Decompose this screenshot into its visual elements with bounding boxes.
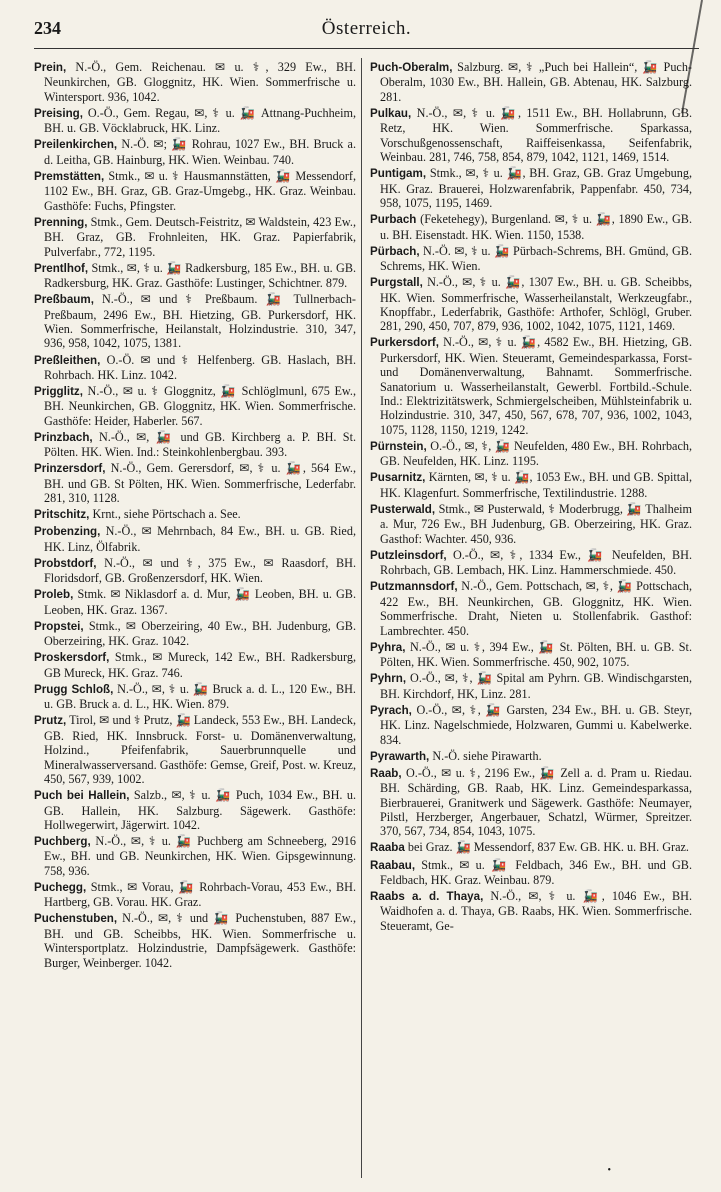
gazetteer-entry	[34, 60, 356, 104]
entry-text: Salzb., ✉, ⚕ u. 🚂 Puch, 1034 Ew., BH. u. GB. Hallein, HK. Salzburg. Sägewerk. Gasthöfe: Hollwegerwirt, Jägerwirt. 1042.	[44, 788, 356, 832]
entry-text: Stmk., ✉ Oberzeiring, 40 Ew., BH. Judenburg, GB. Oberzeiring, HK. Graz. 1042.	[44, 618, 356, 649]
place-name: Raabau,	[370, 858, 416, 872]
entry-text: N.-Ö., ✉, ⚕ u. 🚂, 1307 Ew., BH. u. GB. Scheibbs, HK. Wien. Sommerfrische, Wasserheilanstalt, Werkzeugfabr., Knopffabr., Lederfabrik, Gasthöfe: Arthofer, Schlögl, Gruber. 281, 290, 450, 707, 879, 936, 1002, 1042, 1075, 1121, 1469.	[380, 275, 692, 334]
gazetteer-entry	[370, 212, 692, 242]
place-name: Prugg Schloß,	[34, 682, 114, 696]
entry-text: Stmk., ✉, ⚕ u. 🚂, BH. Graz, GB. Graz Umgebung, HK. Graz. Brauerei, Holzwarenfabrik, Pappenfabr. 450, 734, 958, 1075, 1195, 1469.	[380, 166, 692, 211]
gazetteer-entry	[370, 840, 692, 855]
entry-text: Stmk., ✉ Pusterwald, ⚕ Moderbrugg, 🚂 Thalheim a. Mur, 726 Ew., BH Judenburg, GB. Oberzeiring, HK. Graz. Gasthof: Wachter. 450, 936.	[380, 501, 692, 546]
place-name: Purbach	[370, 213, 417, 227]
entry-text: Stmk., ✉ u. ⚕ Hausmannstätten, 🚂 Messendorf, 1102 Ew., BH. Graz, GB. Graz-Umgebg., HK. Graz. Weinbau. Gasthöfe: Fuchs, Pfingster.	[44, 168, 356, 213]
gazetteer-entry	[370, 275, 692, 334]
gazetteer-entry	[34, 911, 356, 970]
place-name: Preßbaum,	[34, 293, 94, 307]
entry-text: N.-Ö., ✉, ⚕ und 🚂 Puchenstuben, 887 Ew., BH. und GB. Scheibbs, HK. Wien. Sommerfrische u. Wintersportplatz. Holzindustrie, Dampfsägewerk. Gasthöfe: Burger, Weinberger. 1042.	[44, 911, 356, 970]
gazetteer-entry	[34, 261, 356, 291]
entry-text: (Feketehegy), Burgenland. ✉, ⚕ u. 🚂, 1890 Ew., GB. u. BH. Eisenstadt. HK. Wien. 1150, 1538.	[380, 212, 692, 242]
page-heading: Österreich.	[321, 18, 412, 39]
gazetteer-entry	[34, 682, 356, 712]
place-name: Probstdorf,	[34, 556, 97, 570]
header-rule	[34, 48, 699, 49]
entry-text: O.-Ö., ✉ u. ⚕, 2196 Ew., 🚂 Zell a. d. Pram u. Riedau. BH. Schärding, GB. Raab, HK. Linz. Gemeindesparkassa, Bierbrauerei, Granitwerk und Sägewerk. Gasthöfe: Neumayer, Pilstl, Herzberger, Angerbauer, Schatzl, Würmer, Spreitzer. 370, 567, 734, 854, 1043, 1075.	[380, 765, 692, 839]
place-name: Puchberg,	[34, 835, 91, 849]
entry-text: N.-Ö., ✉ und ⚕, 375 Ew., ✉ Raasdorf, BH. Floridsdorf, GB. Großenzersdorf, HK. Wien.	[44, 555, 356, 586]
place-name: Premstätten,	[34, 169, 105, 183]
entry-text: O.-Ö., ✉, ⚕, 🚂 Spital am Pyhrn. GB. Windischgarsten, BH. Kirchdorf, HK, Linz. 281.	[380, 671, 692, 701]
entry-text: N.-Ö., Gem. Reichenau. ✉ u. ⚕, 329 Ew., BH. Neunkirchen, GB. Gloggnitz, HK. Wien. Sommerfrische u. Wintersport. 936, 1042.	[44, 60, 356, 104]
place-name: Pürbach,	[370, 244, 420, 258]
gazetteer-entry	[34, 169, 356, 213]
entry-text: N.-Ö. siehe Pirawarth.	[429, 748, 542, 763]
entry-text: Tirol, ✉ und ⚕ Prutz, 🚂 Landeck, 553 Ew., BH. Landeck, GB. Ried, HK. Innsbruck. Forst- u. Domänenverwaltung, Holzind., Pfeifenfabrik, Sauerbrunnquelle und Mineralwasserversand. Gasthöfe: Gemse, Greif, Post. w. Kreuz, 450, 567, 939, 1002.	[44, 713, 356, 787]
entry-text: Stmk., ✉ u. 🚂 Feldbach, 346 Ew., BH. und GB. Feldbach, HK. Graz. Weinbau. 879.	[380, 857, 692, 887]
gazetteer-entry	[34, 650, 356, 680]
place-name: Preising,	[34, 106, 83, 120]
gazetteer-entry	[34, 880, 356, 910]
gazetteer-entry	[34, 507, 356, 522]
gazetteer-entry	[34, 106, 356, 136]
entry-text: N.-Ö. ✉; 🚂 Rohrau, 1027 Ew., BH. Bruck a. d. Leitha, GB. Hainburg, HK. Wien. Weinbau. 740.	[44, 137, 356, 167]
gazetteer-entry	[34, 788, 356, 832]
place-name: Prenning,	[34, 215, 88, 229]
entry-text: Salzburg. ✉, ⚕ „Puch bei Hallein“, 🚂 Puch-Oberalm, 1030 Ew., BH. Hallein, GB. Abtenau, HK. Salzburg. 281.	[380, 60, 692, 104]
entry-text: N.-Ö., ✉, ⚕ u. 🚂 Bruck a. d. L., 120 Ew., BH. u. GB. Bruck a. d. L., HK. Wien. 879.	[44, 681, 356, 712]
entry-text: N.-Ö., ✉ Mehrnbach, 84 Ew., BH. u. GB. Ried, HK. Linz, Ölfabrik.	[44, 524, 356, 554]
gazetteer-entry	[370, 166, 692, 210]
gazetteer-entry	[34, 215, 356, 259]
place-name: Pritschitz,	[34, 508, 90, 522]
place-name: Prein,	[34, 61, 67, 74]
entry-text: Stmk., ✉, ⚕ u. 🚂 Radkersburg, 185 Ew., BH. u. GB. Radkersburg, HK. Graz. Gasthöfe: Lustinger, Schichtner. 879.	[44, 260, 356, 291]
entry-text: N.-Ö., ✉, ⚕ u. 🚂, 1511 Ew., BH. Hollabrunn, GB. Retz, HK. Wien. Sommerfrische. Sparkassa, Vorschußgenossenschaft, Raiffeisenkassa, Seifenfabrik, Weinbau. 281, 746, 758, 854, 879, 1042, 1121, 1469, 1514.	[380, 105, 692, 165]
place-name: Putzmannsdorf,	[370, 580, 458, 594]
place-name: Putzleinsdorf,	[370, 548, 447, 562]
place-name: Puch bei Hallein,	[34, 789, 130, 803]
place-name: Raabs a. d. Thaya,	[370, 890, 484, 903]
place-name: Purkersdorf,	[370, 336, 439, 350]
gazetteer-entry	[34, 430, 356, 460]
page-speck: •	[607, 1165, 611, 1176]
place-name: Pyrach,	[370, 703, 412, 717]
place-name: Pyrawarth,	[370, 749, 430, 763]
place-name: Pürnstein,	[370, 439, 427, 453]
gazetteer-entry	[34, 524, 356, 554]
entry-text: N.-Ö., ✉, ⚕ u. 🚂, 4582 Ew., BH. Hietzing, GB. Purkersdorf, HK. Wien. Steueramt, Gemeindesparkassa, Forst- und Domänenverwaltung, Bahnamt. Sommerfrische. Sanatorium u. Wasserheilanstalt, Gewerbl. Fortbild.-Schule. Ind.: Elektrizitätswerk, Schmiergelscheiben, Mühlsteinfabrik u. Holzindustrie. 310, 347, 450, 567, 678, 707, 936, 1002, 1043, 1075, 1128, 1150, 1219, 1242.	[380, 335, 692, 437]
gazetteer-entry	[34, 353, 356, 383]
gazetteer-entry	[370, 335, 692, 437]
entry-text: Stmk., ✉ Vorau, 🚂 Rohrbach-Vorau, 453 Ew., BH. Hartberg, GB. Vorau. HK. Graz.	[44, 879, 356, 910]
place-name: Pusterwald,	[370, 502, 436, 516]
place-name: Prinzersdorf,	[34, 462, 106, 476]
entry-text: N.-Ö., ✉ u. ⚕ Gloggnitz, 🚂 Schlöglmunl, 675 Ew., BH. Neunkirchen, GB. Gloggnitz, HK. Wien. Sommerfrische. Gasthöfe: Heider, Haberler. 567.	[44, 384, 356, 428]
gazetteer-entry	[370, 671, 692, 701]
gazetteer-entry	[34, 713, 356, 786]
place-name: Raab,	[370, 766, 402, 780]
gazetteer-entry	[370, 766, 692, 839]
place-name: Probenzing,	[34, 525, 101, 539]
gazetteer-entry	[370, 502, 692, 546]
entry-text: O.-Ö., ✉, ⚕, 🚂 Neufelden, 480 Ew., BH. Rohrbach, GB. Neufelden, HK. Linz. 1195.	[380, 438, 692, 469]
gazetteer-entry	[34, 292, 356, 351]
gazetteer-entry	[370, 889, 692, 933]
gazetteer-entry	[370, 106, 692, 165]
place-name: Prutz,	[34, 714, 67, 728]
place-name: Proskersdorf,	[34, 651, 110, 665]
place-name: Puchegg,	[34, 880, 87, 894]
entry-text: Stmk. ✉ Niklasdorf a. d. Mur, 🚂 Leoben, BH. u. GB. Leoben, HK. Graz. 1367.	[44, 587, 356, 617]
place-name: Pulkau,	[370, 106, 412, 120]
entry-text: Stmk., ✉ Mureck, 142 Ew., BH. Radkersburg, GB Mureck, HK. Graz. 746.	[44, 650, 356, 680]
place-name: Pusarnitz,	[370, 471, 426, 485]
entry-text: N.-Ö., ✉, ⚕ u. 🚂, 1046 Ew., BH. Waidhofen a. d. Thaya, GB. Raabs, HK. Wien. Sommerfrische. Steueramt, Ge-	[380, 889, 692, 933]
entry-text: N.-Ö., Gem. Pottschach, ✉, ⚕, 🚂 Pottschach, 422 Ew., BH. Neunkirchen, GB. Gloggnitz, HK. Wien. Sommerfrische. Draht, Nieten u. Stollenfabrik. Gasthof: Lambrechter. 450.	[380, 579, 692, 638]
column-divider	[361, 58, 362, 1178]
place-name: Preilenkirchen,	[34, 138, 118, 152]
gazetteer-entry	[34, 556, 356, 586]
entry-text: N.-Ö., Gem. Gerersdorf, ✉, ⚕ u. 🚂, 564 Ew., BH. und GB. St Pölten, HK. Wien. Sommerfrische, Lederfabr. 281, 310, 1128.	[44, 461, 356, 506]
gazetteer-entry	[34, 587, 356, 617]
gazetteer-entry	[370, 858, 692, 888]
entry-text: N.-Ö., ✉ u. ⚕, 394 Ew., 🚂 St. Pölten, BH. u. GB. St. Pölten, HK. Wien. Sommerfrische. 450, 902, 1075.	[380, 639, 692, 670]
place-name: Prigglitz,	[34, 385, 83, 399]
place-name: Puntigam,	[370, 167, 427, 181]
entry-text: bei Graz. 🚂 Messendorf, 837 Ew. GB. HK. u. BH. Graz.	[404, 840, 689, 855]
gazetteer-entry	[370, 244, 692, 274]
place-name: Raaba	[370, 841, 405, 855]
gazetteer-entry	[34, 619, 356, 649]
gazetteer-entry	[370, 640, 692, 670]
gazetteer-entry	[370, 579, 692, 638]
gazetteer-entry	[34, 384, 356, 428]
entry-text: N.-Ö., ✉, ⚕ u. 🚂 Puchberg am Schneeberg, 2916 Ew., BH. und GB. Neunkirchen, HK. Wien. Gipsgewinnung. 758, 936.	[44, 834, 356, 878]
entry-text: N.-Ö. ✉, ⚕ u. 🚂 Pürbach-Schrems, BH. Gmünd, GB. Schrems, HK. Wien.	[380, 243, 692, 274]
page-number: 234	[34, 18, 61, 38]
left-column	[34, 60, 356, 972]
right-column	[370, 60, 692, 935]
entry-text: O.-Ö., ✉, ⚕, 1334 Ew., 🚂 Neufelden, BH. Rohrbach, GB. Lembach, HK. Linz. Hammerschmiede. 450.	[380, 547, 692, 578]
gazetteer-entry	[370, 749, 692, 764]
place-name: Pyhra,	[370, 640, 406, 654]
entry-text: O.-Ö., ✉, ⚕, 🚂 Garsten, 234 Ew., BH. u. GB. Steyr, HK. Linz. Nagelschmiede, Holzwaren, Gummi u. Kabelwerke. 834.	[380, 702, 692, 747]
place-name: Proleb,	[34, 588, 74, 602]
gazetteer-entry	[370, 703, 692, 747]
entry-text: Krnt., siehe Pörtschach a. See.	[89, 507, 241, 522]
gazetteer-entry	[370, 60, 692, 104]
entry-text: Kärnten, ✉, ⚕ u. 🚂, 1053 Ew., BH. und GB. Spittal, HK. Klagenfurt. Sommerfrische, Textilindustrie. 1288.	[380, 470, 692, 500]
place-name: Prentlhof,	[34, 261, 89, 275]
place-name: Prinzbach,	[34, 430, 93, 444]
gazetteer-entry	[370, 470, 692, 500]
gazetteer-entry	[370, 439, 692, 469]
gazetteer-entry	[370, 548, 692, 578]
gazetteer-entry	[34, 137, 356, 167]
place-name: Pyhrn,	[370, 672, 407, 686]
entry-text: O.-Ö., Gem. Regau, ✉, ⚕ u. 🚂 Attnang-Puchheim, BH. u. GB. Vöcklabruck, HK. Linz.	[44, 105, 356, 136]
page-header	[34, 18, 699, 44]
entry-text: N.-Ö., ✉, 🚂 und GB. Kirchberg a. P. BH. St. Pölten. HK. Wien. Ind.: Steinkohlenbergbau. 393.	[44, 429, 356, 460]
place-name: Preßleithen,	[34, 353, 101, 367]
place-name: Purgstall,	[370, 276, 423, 290]
gazetteer-entry	[34, 461, 356, 505]
entry-text: N.-Ö., ✉ und ⚕ Preßbaum. 🚂 Tullnerbach-Preßbaum, 2496 Ew., BH. Hietzing, GB. Purkersdorf, HK. Wien. Sommerfrische, Heilanstalt, Holzindustrie. 310, 347, 936, 958, 1042, 1075, 1381.	[44, 292, 356, 351]
entry-text: O.-Ö. ✉ und ⚕ Helfenberg. GB. Haslach, BH. Rohrbach. HK. Linz. 1042.	[44, 352, 356, 382]
entry-text: Stmk., Gem. Deutsch-Feistritz, ✉ Waldstein, 423 Ew., BH. Graz, GB. Frohnleiten, HK. Graz. Papierfabrik, Pulverfabr., 772, 1195.	[44, 214, 356, 259]
place-name: Propstei,	[34, 619, 84, 633]
place-name: Puch-Oberalm,	[370, 61, 453, 74]
place-name: Puchenstuben,	[34, 912, 118, 926]
gazetteer-entry	[34, 834, 356, 878]
